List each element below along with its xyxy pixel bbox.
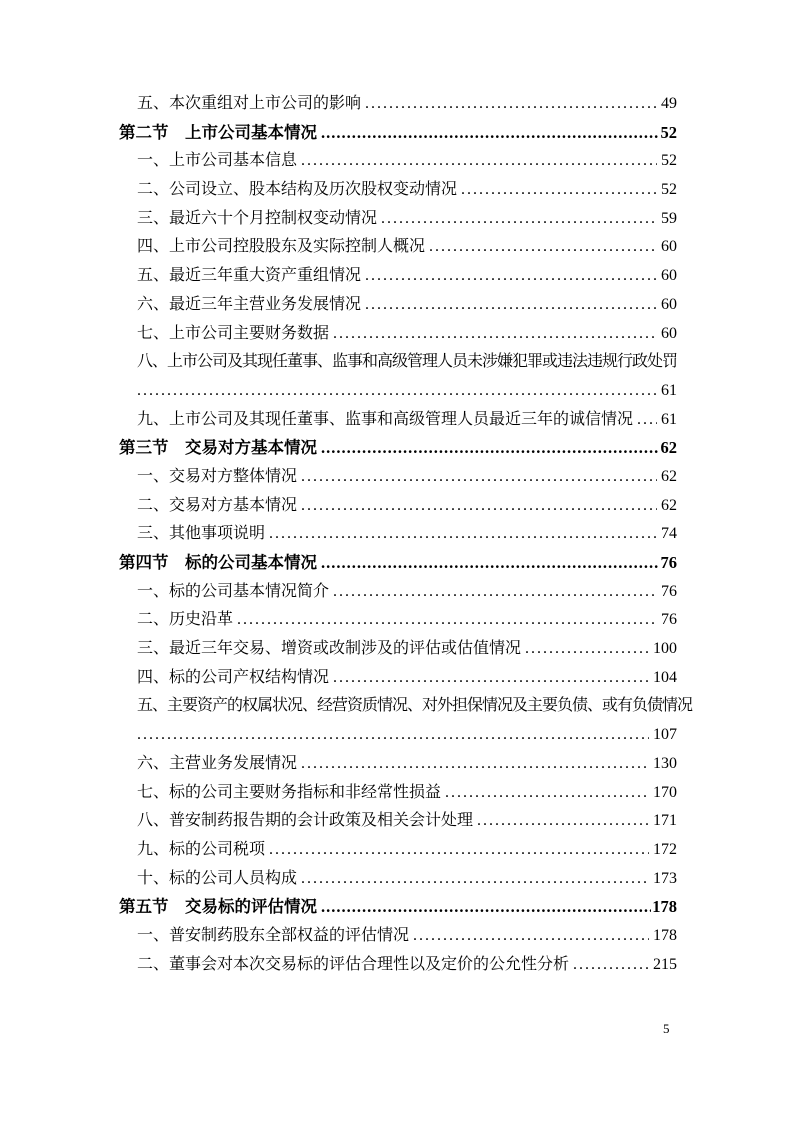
toc-entry-page: 52: [661, 181, 677, 199]
toc-entry-item: [119, 578, 677, 607]
toc-entry-title: 一、普安制药股东全部权益的评估情况: [137, 926, 410, 944]
toc-dot-leader: [237, 606, 657, 635]
toc-entry-item: [119, 262, 677, 291]
toc-dot-leader: [477, 807, 649, 836]
toc-entry-title: 五、本次重组对上市公司的影响: [137, 95, 362, 112]
toc-dot-leader: [413, 922, 649, 951]
toc-dot-leader: [301, 750, 649, 779]
toc-entry-title: 二、历史沿革: [137, 611, 234, 629]
toc-entry-page: 49: [661, 95, 677, 112]
toc-entry-page: 76: [660, 553, 677, 572]
toc-entry-page: 76: [661, 611, 677, 629]
toc-dot-leader: [321, 549, 660, 578]
toc-entry-title: 七、上市公司主要财务数据: [137, 324, 330, 342]
toc-entry-section: [119, 549, 677, 578]
toc-entry-title: 八、上市公司及其现任董事、监事和高级管理人员未涉嫌犯罪或违法违规行政处罚: [137, 353, 678, 371]
toc-entry-page: 60: [661, 267, 677, 285]
toc-entry-title: 三、最近六十个月控制权变动情况: [137, 209, 378, 227]
toc-entry-item: [119, 377, 677, 406]
toc-entry-page: 130: [653, 754, 677, 772]
toc-dot-leader: [333, 578, 657, 607]
footer-page-number: 5: [663, 1021, 670, 1036]
toc-dot-leader: [137, 721, 649, 750]
toc-entry-title: 六、主营业务发展情况: [137, 754, 298, 772]
toc-dot-leader: [137, 377, 657, 406]
toc-entry-page: 60: [661, 324, 677, 342]
toc-dot-leader: [301, 492, 657, 521]
toc-dot-leader: [381, 205, 657, 234]
toc-dot-leader: [301, 865, 649, 894]
toc-entry-title: 一、交易对方整体情况: [137, 467, 298, 485]
toc-entry-item: [119, 635, 677, 664]
toc-entry-title: 八、普安制药报告期的会计政策及相关会计处理: [137, 812, 474, 830]
toc-dot-leader: [269, 520, 657, 549]
toc-entry-page: 62: [660, 438, 677, 458]
toc-entry-item: [119, 664, 677, 693]
toc-entry-page: 170: [653, 783, 677, 801]
toc-entry-item: [119, 406, 677, 435]
toc-entry-item: [119, 233, 677, 262]
toc-entry-title: 第五节 交易标的评估情况: [119, 897, 317, 917]
toc-dot-leader: [445, 779, 649, 808]
toc-entry-title: 三、其他事项说明: [137, 525, 266, 543]
table-of-contents: [119, 90, 693, 979]
toc-dot-leader: [269, 836, 649, 865]
toc-entry-section: [119, 893, 677, 922]
toc-entry-title: 一、上市公司基本信息: [137, 152, 298, 170]
toc-entry-page: 59: [661, 209, 677, 227]
toc-entry-page: 76: [661, 582, 677, 600]
toc-dot-leader: [365, 90, 657, 119]
toc-entry-page: 171: [653, 812, 677, 830]
toc-entry-title: 七、标的公司主要财务指标和非经常性损益: [137, 783, 442, 801]
toc-entry-title: 三、最近三年交易、增资或改制涉及的评估或估值情况: [137, 640, 522, 658]
toc-entry-page: 107: [653, 726, 677, 744]
toc-entry-page: 74: [661, 525, 677, 543]
toc-dot-leader: [429, 233, 657, 262]
toc-dot-leader: [637, 406, 657, 435]
toc-entry-item: [119, 176, 677, 205]
toc-dot-leader: [461, 176, 657, 205]
toc-dot-leader: [321, 893, 651, 922]
toc-entry-item: [119, 90, 677, 119]
toc-entry-page: 60: [661, 238, 677, 256]
toc-entry-title: 第四节 标的公司基本情况: [119, 553, 317, 572]
toc-entry-title: 一、标的公司基本情况简介: [137, 582, 330, 600]
toc-entry-item: [119, 147, 677, 176]
toc-entry-title: 二、交易对方基本情况: [137, 496, 298, 514]
toc-entry-title: 九、标的公司税项: [137, 840, 266, 858]
toc-entry-title: 五、最近三年重大资产重组情况: [137, 267, 362, 285]
toc-entry-item: [119, 922, 677, 951]
toc-entry-section: [119, 434, 677, 463]
toc-entry-title: 十、标的公司人员构成: [137, 869, 298, 887]
toc-entry-item: [119, 205, 677, 234]
toc-entry-page: 178: [653, 926, 677, 944]
toc-entry-page: 173: [653, 869, 677, 887]
toc-entry-title: 第三节 交易对方基本情况: [119, 438, 317, 458]
toc-dot-leader: [573, 951, 649, 980]
toc-entry-item: [119, 750, 677, 779]
toc-entry-item: [119, 463, 677, 492]
toc-entry-item: [119, 320, 677, 349]
toc-entry-item: [119, 692, 693, 721]
toc-entry-page: 61: [661, 381, 677, 399]
toc-entry-page: 61: [661, 410, 677, 428]
toc-entry-item: [119, 779, 677, 808]
toc-dot-leader: [333, 664, 649, 693]
toc-entry-page: 52: [660, 122, 677, 142]
toc-dot-leader: [333, 320, 657, 349]
toc-dot-leader: [301, 147, 657, 176]
toc-entry-title: 第二节 上市公司基本情况: [119, 122, 317, 142]
toc-dot-leader: [321, 434, 660, 463]
toc-entry-item: [119, 348, 677, 377]
toc-entry-page: 62: [661, 467, 677, 485]
toc-entry-section: [119, 119, 677, 148]
toc-entry-page: 104: [653, 668, 677, 686]
toc-entry-page: 178: [652, 897, 677, 917]
toc-entry-item: [119, 721, 677, 750]
toc-entry-item: [119, 807, 677, 836]
toc-dot-leader: [301, 463, 657, 492]
toc-entry-title: 四、标的公司产权结构情况: [137, 668, 330, 686]
toc-entry-title: 六、最近三年主营业务发展情况: [137, 295, 362, 313]
toc-entry-item: [119, 865, 677, 894]
toc-entry-item: [119, 291, 677, 320]
toc-entry-title: 二、公司设立、股本结构及历次股权变动情况: [137, 181, 458, 199]
toc-entry-page: 172: [653, 840, 677, 858]
toc-entry-item: [119, 520, 677, 549]
toc-entry-item: [119, 492, 677, 521]
toc-entry-item: [119, 836, 677, 865]
toc-entry-title: 四、上市公司控股股东及实际控制人概况: [137, 238, 426, 256]
toc-entry-page: 52: [661, 152, 677, 170]
toc-entry-page: 100: [653, 640, 677, 658]
toc-entry-item: [119, 951, 677, 980]
toc-entry-title: 九、上市公司及其现任董事、监事和高级管理人员最近三年的诚信情况: [137, 410, 634, 428]
toc-entry-page: 215: [653, 955, 677, 973]
toc-dot-leader: [365, 262, 657, 291]
toc-entry-page: 60: [661, 295, 677, 313]
toc-entry-title: 二、董事会对本次交易标的评估合理性以及定价的公允性分析: [137, 955, 570, 973]
toc-entry-title: 五、主要资产的权属状况、经营资质情况、对外担保情况及主要负债、或有负债情况: [137, 697, 693, 715]
toc-entry-item: [119, 606, 677, 635]
toc-dot-leader: [321, 119, 660, 148]
toc-dot-leader: [525, 635, 649, 664]
toc-entry-page: 62: [661, 496, 677, 514]
toc-dot-leader: [365, 291, 657, 320]
